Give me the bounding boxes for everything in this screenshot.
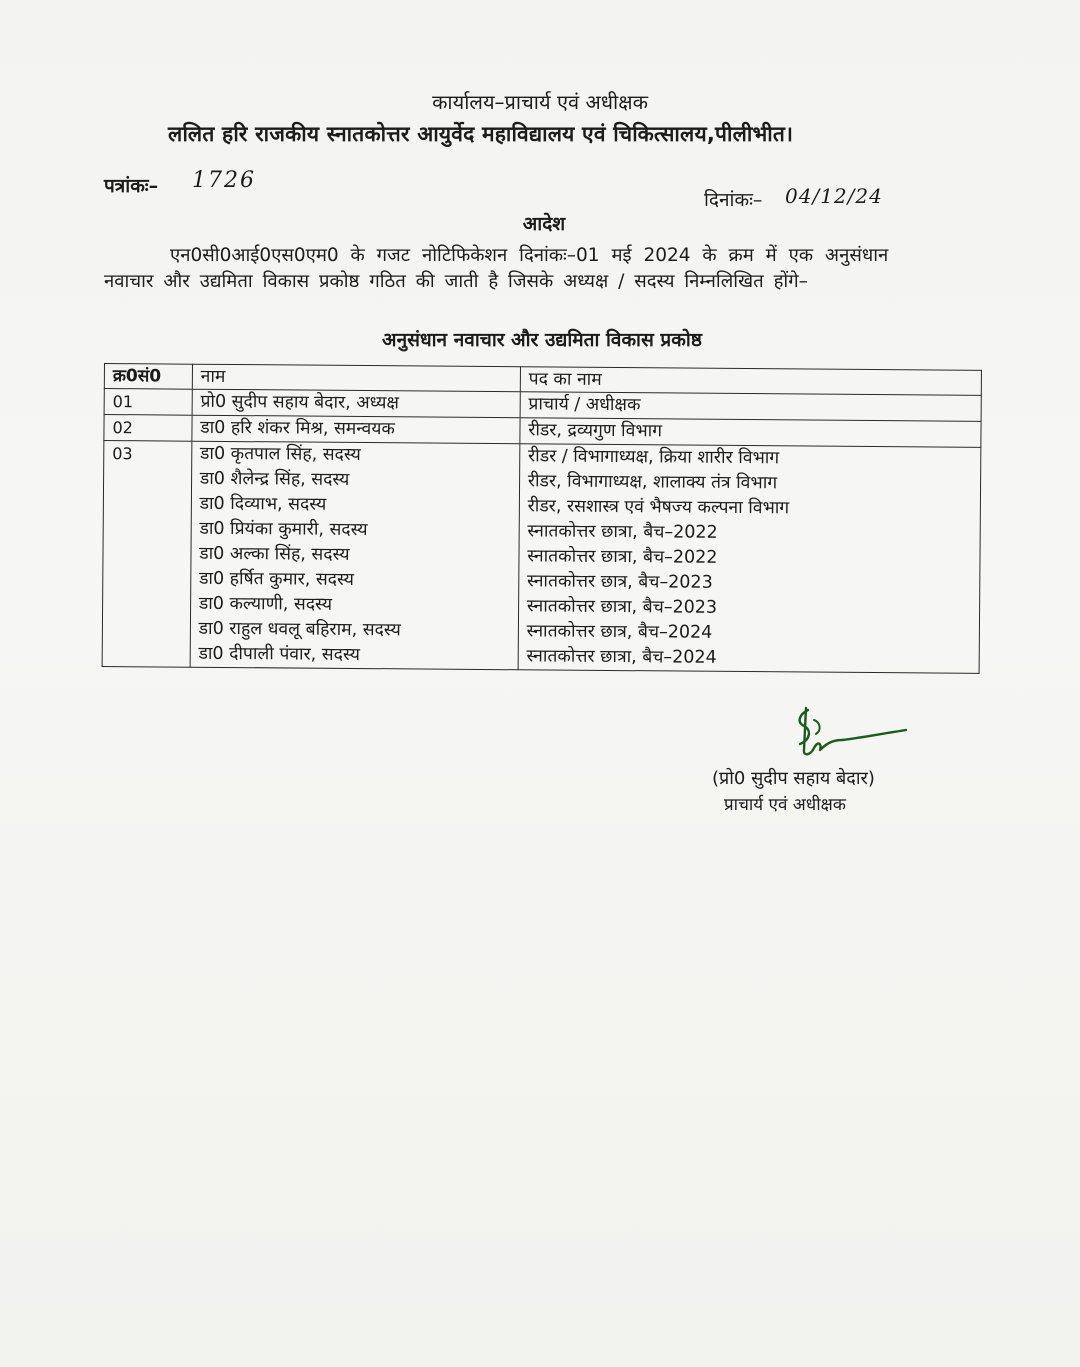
member-post: रीडर / विभागाध्यक्ष, क्रिया शारीर विभाग	[527, 446, 780, 469]
signature-mark	[780, 700, 910, 762]
member-posts-cell	[518, 444, 981, 674]
office-title	[0, 88, 1080, 115]
reference-label: पत्रांकः–	[104, 175, 159, 197]
member-name: डा0 कृतपाल सिंह, सदस्य	[200, 443, 361, 466]
member-post: रीडर, रसशास्त्र एवं भैषज्य कल्पना विभाग	[527, 496, 790, 519]
member-name: डा0 कल्याणी, सदस्य	[198, 593, 333, 615]
signatory-title: प्राचार्य एवं अधीक्षक	[724, 795, 846, 815]
member-name: डा0 प्रियंका कुमारी, सदस्य	[199, 518, 368, 541]
member-post: स्नातकोत्तर छात्रा, बैच–2024	[526, 646, 717, 668]
member-name: डा0 दीपाली पंवार, सदस्य	[198, 643, 361, 666]
row-post: प्राचार्य / अधीक्षक	[520, 392, 981, 422]
row-serial: 01	[104, 389, 192, 416]
member-post: स्नातकोत्तर छात्रा, बैच–2022	[527, 546, 718, 568]
reference-number: 1726	[192, 168, 256, 193]
header-name: नाम	[192, 364, 520, 392]
members-table	[102, 363, 982, 674]
member-post: स्नातकोत्तर छात्र, बैच–2023	[527, 571, 713, 593]
row-serial: 02	[104, 415, 192, 442]
member-post: रीडर, विभागाध्यक्ष, शालाक्य तंत्र विभाग	[527, 471, 778, 494]
row-name: डा0 हरि शंकर मिश्र, समन्वयक	[192, 415, 520, 444]
date-value: 04/12/24	[785, 184, 883, 208]
date-label: दिनांकः–	[704, 189, 763, 211]
member-name: डा0 राहुल धवलू बहिराम, सदस्य	[198, 618, 401, 641]
header-post: पद का नाम	[520, 367, 981, 396]
table-row	[102, 441, 981, 674]
row-name: प्रो0 सुदीप सहाय बेदार, अध्यक्ष	[192, 389, 520, 418]
table-title: अनुसंधान नवाचार और उद्यमिता विकास प्रकोष्ठ	[382, 329, 702, 351]
member-post: स्नातकोत्तर छात्र, बैच–2024	[526, 621, 713, 643]
order-text-line-2: नवाचार और उद्यमिता विकास प्रकोष्ठ गठित की जाती है जिसके अध्यक्ष / सदस्य निम्नलिखित होंगे–	[104, 271, 808, 292]
row-post: रीडर, द्रव्यगुण विभाग	[520, 418, 981, 448]
member-names-cell	[190, 441, 520, 670]
signatory-name: (प्रो0 सुदीप सहाय बेदार)	[712, 768, 875, 789]
college-name: ललित हरि राजकीय स्नातकोत्तर आयुर्वेद महाविद्यालय एवं चिकित्सालय,पीलीभीत।	[168, 122, 794, 146]
member-post: स्नातकोत्तर छात्रा, बैच–2022	[527, 521, 718, 543]
member-post: स्नातकोत्तर छात्रा, बैच–2023	[526, 596, 718, 618]
member-name: डा0 दिव्याभ, सदस्य	[199, 493, 327, 515]
order-text-line-1: एन0सी0आई0एस0एम0 के गजट नोटिफिकेशन दिनांकः–01 मई 2024 के क्रम में एक अनुसंधान	[170, 245, 889, 266]
office-title-text: कार्यालय–प्राचार्य एवं अधीक्षक	[432, 90, 648, 114]
member-name: डा0 अल्का सिंह, सदस्य	[199, 543, 350, 565]
member-name: डा0 शैलेन्द्र सिंह, सदस्य	[199, 468, 350, 490]
row-serial: 03	[102, 441, 192, 668]
header-serial: क्र0सं0	[104, 364, 192, 390]
member-name: डा0 हर्षित कुमार, सदस्य	[199, 568, 355, 590]
order-heading: आदेश	[522, 213, 566, 235]
